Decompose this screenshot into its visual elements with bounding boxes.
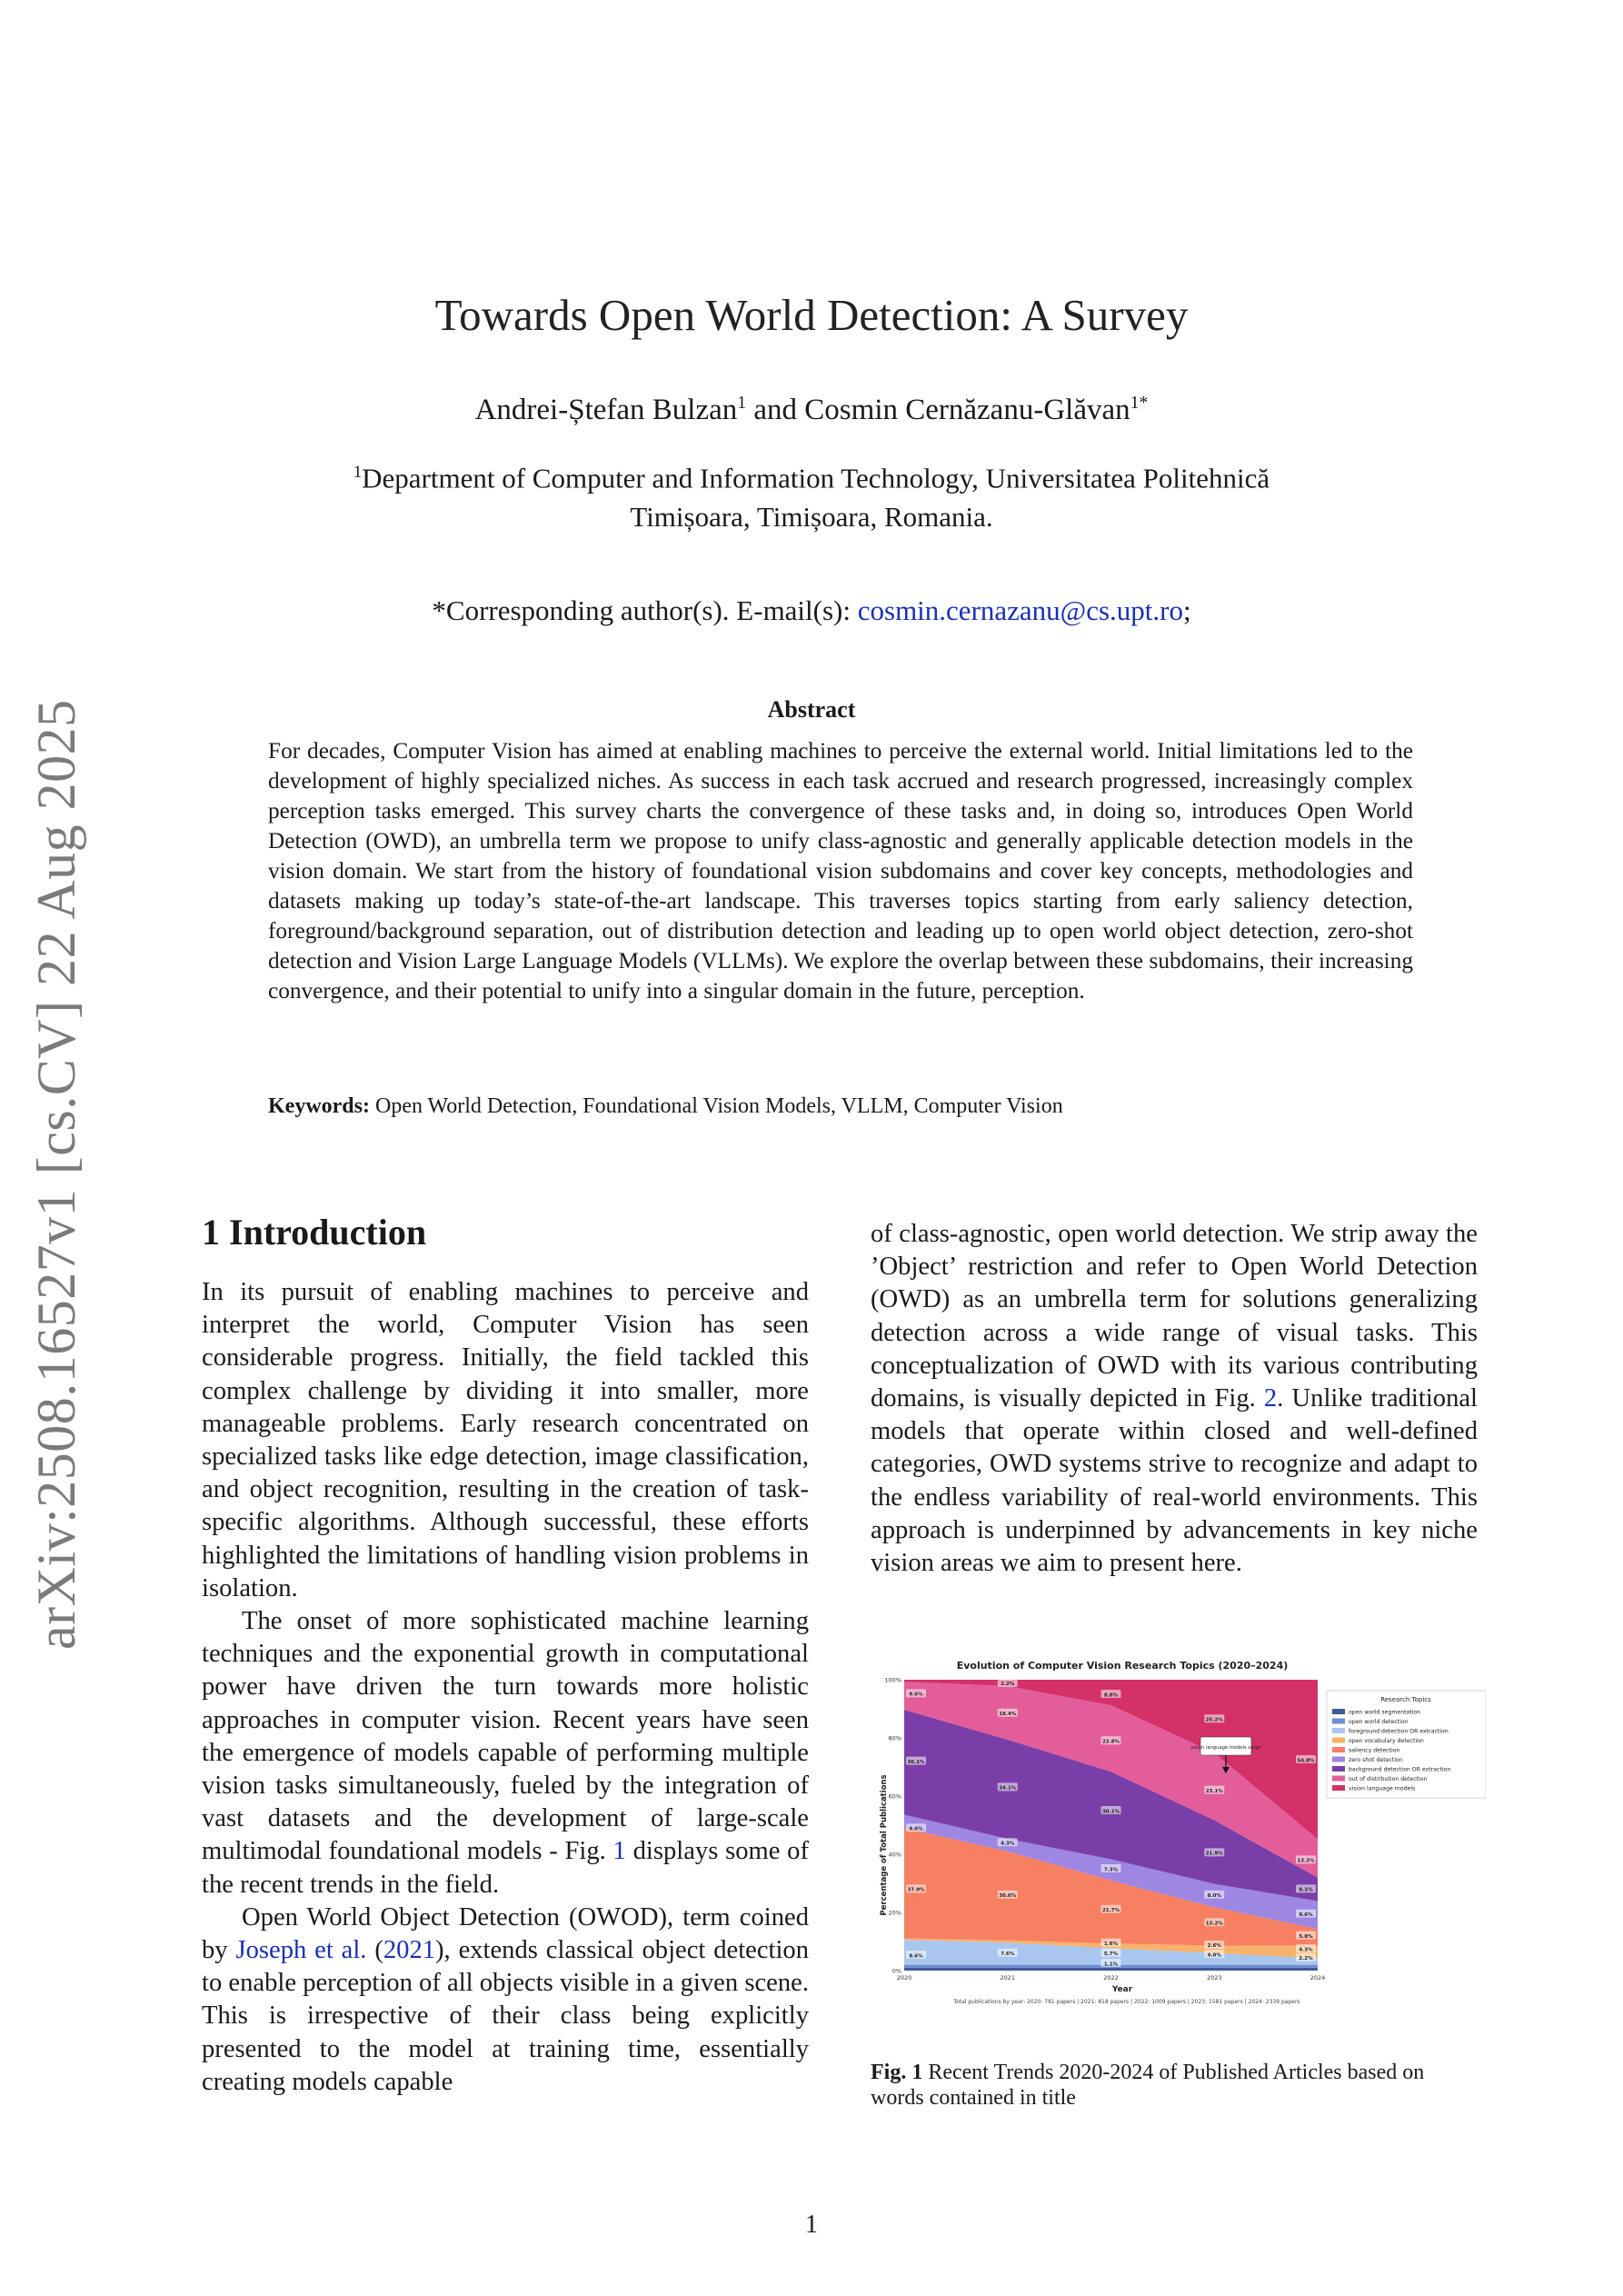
- keywords-label: Keywords:: [268, 1094, 370, 1118]
- legend-entry: vision language models: [1349, 1785, 1416, 1792]
- data-label: 9.6%: [909, 1692, 923, 1698]
- legend-swatch: [1332, 1719, 1345, 1724]
- x-tick-label: 2021: [1000, 1974, 1016, 1982]
- data-label: 4.6%: [909, 1826, 923, 1832]
- data-label: 9.6%: [1299, 1912, 1313, 1918]
- data-label: 13.2%: [1297, 1858, 1315, 1864]
- intro-paragraph-3-text: Open World Object Detection (OWOD), term coined by: [202, 1902, 809, 1965]
- author-2: Cosmin Cernăzanu-Glăvan: [804, 394, 1130, 426]
- data-label: 18.4%: [999, 1712, 1017, 1718]
- legend-swatch: [1332, 1776, 1345, 1782]
- legend-swatch: [1332, 1757, 1345, 1762]
- abstract-text: For decades, Computer Vision has aimed at enabling machines to perceive the external world. Initial limitations led to the development of highly specialized niches. As success in each task accrued and research progressed, increasingly complex perception tasks emerged. This survey charts the convergence of these tasks and, in doing so, introduces Open World Detection (OWD), an umbrella term we propose to unify class-agnostic and generally applicable detection models in the vision domain. We start from the history of foundational vision subdomains and cover key concepts, methodologies and datasets making up today’s state-of-the-art landscape. This traverses topics starting from early saliency detection, foreground/background separation, out of distribution detection and leading up to open world object detection, zero-shot detection and Vision Large Language Models (VLLMs). We explore the overlap between these subdomains, their increasing convergence, and their potential to unify into a singular domain in the future, perception.: [268, 738, 1413, 1003]
- data-label: 21.9%: [1205, 1851, 1223, 1857]
- data-label: 4.0%: [1207, 1952, 1221, 1959]
- data-label: 37.9%: [907, 1887, 925, 1893]
- data-label: 5.7%: [1103, 1952, 1119, 1958]
- intro-paragraph-2: [202, 1605, 809, 1902]
- paper-title: Towards Open World Detection: A Survey: [434, 290, 1189, 340]
- intro-paragraph-2-text: The onset of more sophisticated machine learning techniques and the exponential growth in computational power have driven the turn towards more holistic approaches in computer vision. Recent years have seen the emergence of models capable of performing multiple vision tasks simultaneously, fueled by the integration of vast datasets and the development of large-scale multimodal foundational models - Fig.: [202, 1607, 809, 1866]
- data-label: 30.1%: [1101, 1809, 1120, 1815]
- y-axis-label: Percentage of Total Publications: [880, 1774, 889, 1916]
- y-tick-label: 100%: [884, 1676, 901, 1684]
- email-link[interactable]: cosmin.cernazanu@cs.upt.ro: [857, 594, 1183, 626]
- legend-entry: foreground detection OR extraction: [1349, 1728, 1449, 1735]
- corresponding-suffix: ;: [1182, 594, 1191, 626]
- legend-entry: open world segmentation: [1349, 1709, 1421, 1716]
- data-label: 1.6%: [1103, 1941, 1119, 1947]
- figure-label: Fig. 1: [871, 2061, 923, 2084]
- intro-paragraph-1: In its pursuit of enabling machines to perceive and interpret the world, Computer Vision has seen considerable progress. Initially, the field tackled this complex challenge by dividing it into smaller, more manageable problems. Early research concentrated on specialized tasks like edge detection, image classification, and object recognition, resulting in the creation of task-specific algorithms. Although successful, these efforts highlighted the limitations of handling vision problems in isolation.: [202, 1278, 809, 1602]
- data-label: 30.6%: [999, 1893, 1017, 1900]
- data-label: 25.2%: [1205, 1717, 1223, 1723]
- abstract-heading: Abstract: [767, 696, 856, 723]
- arxiv-identifier: arXiv:2508.16527v1 [cs.CV] 22 Aug 2025: [26, 699, 86, 1650]
- legend-entry: background detection OR extraction: [1349, 1766, 1451, 1773]
- corresponding-prefix: *Corresponding author(s). E-mail(s):: [432, 594, 858, 626]
- legend-swatch: [1332, 1738, 1345, 1743]
- data-label: 2.6%: [1207, 1943, 1221, 1950]
- y-tick-label: 40%: [888, 1851, 901, 1859]
- figure-caption: [871, 2060, 1481, 2111]
- legend-swatch: [1332, 1785, 1345, 1791]
- intro-right-text: of class-agnostic, open world detection. We strip away the ’Object’ restriction and refer to Open World Detection (OWD) as an umbrella term for solutions generalizing detection across a wide range of visual tasks. This conceptualization of OWD with its various contributing domains, is visually depicted in Fig.: [871, 1220, 1478, 1413]
- data-label: 54.8%: [1297, 1758, 1315, 1764]
- keywords: [268, 1094, 1413, 1119]
- author-line: Andrei-Ștefan Bulzan$^1$ and Cosmin Cernăzanu-Glăvan$^{1*}$: [474, 393, 1149, 426]
- intro-paragraph-3: [202, 1902, 809, 2099]
- y-tick-label: 0%: [891, 1967, 901, 1975]
- area-open-world-segmentation: [904, 1968, 1318, 1971]
- page-number: 1: [805, 2211, 818, 2239]
- author-1: Andrei-Ștefan Bulzan: [474, 394, 738, 426]
- intro-paragraph-right: [871, 1218, 1478, 1580]
- x-tick-label: 2024: [1309, 1974, 1326, 1982]
- data-label: 1.1%: [1103, 1962, 1119, 1968]
- legend-swatch: [1332, 1747, 1345, 1752]
- intro-paragraph-3-text-end: ), extends classical object detection to enable perception of all objects visible in a given scene. This is irrespective of their class being explicitly presented to the model at training time, essentially creating models capable: [202, 1936, 810, 2096]
- corresponding-author: [0, 594, 1623, 627]
- legend-swatch: [1332, 1709, 1345, 1714]
- citation-open-paren: (: [366, 1936, 383, 1965]
- data-label: 13.2%: [1205, 1921, 1223, 1927]
- chart-footnote: Total publications by year: 2020: 781 papers | 2021: 818 papers | 2022: 1009 papers | 2023: 1581 papers | 2024: 2339 papers: [953, 1999, 1300, 2005]
- affiliation: [273, 453, 1350, 536]
- y-tick-label: 80%: [888, 1734, 901, 1742]
- legend-title: Research Topics: [1380, 1696, 1431, 1703]
- x-tick-label: 2022: [1103, 1974, 1119, 1982]
- section-heading: 1 Introduction: [202, 1212, 427, 1253]
- figure-2-ref-link[interactable]: 2: [1263, 1384, 1278, 1413]
- data-label: 34.1%: [999, 1785, 1017, 1792]
- data-label: 7.6%: [1001, 1952, 1015, 1958]
- affiliation-line-2: Timișoara, Timișoara, Romania.: [630, 501, 993, 534]
- citation-link-author[interactable]: Joseph et al.: [235, 1936, 367, 1965]
- chart-legend: [1327, 1691, 1486, 1798]
- data-label: 4.3%: [1299, 1947, 1313, 1953]
- x-axis-label: Year: [1111, 1985, 1133, 1994]
- data-label: 8.0%: [1207, 1893, 1221, 1900]
- annotation-text: vision language models surge: [1190, 1745, 1261, 1751]
- figure-1-chart: [868, 1643, 1486, 2016]
- affiliation-mark: 1: [353, 463, 363, 482]
- intro-right-text-end: . Unlike traditional models that operate within closed and well-defined categories, OWD systems strive to recognize and adapt to the endless variability of real-world environments. This approach is underpinned by advancements in key niche vision areas we aim to present here.: [871, 1384, 1478, 1578]
- legend-entry: open vocabulary detection: [1349, 1738, 1424, 1744]
- legend-entry: saliency detection: [1349, 1747, 1400, 1754]
- data-label: 4.3%: [1001, 1841, 1015, 1847]
- keywords-text: Open World Detection, Foundational Vision Models, VLLM, Computer Vision: [369, 1094, 1063, 1118]
- citation-link-year[interactable]: 2021: [383, 1936, 436, 1965]
- right-column: [871, 1218, 1478, 1580]
- affiliation-line-1: Department of Computer and Information Technology, Universitatea Politehnică: [362, 462, 1270, 494]
- data-label: 2.2%: [1299, 1955, 1313, 1962]
- legend-entry: out of distribution detection: [1349, 1776, 1428, 1782]
- data-label: 2.2%: [1001, 1682, 1015, 1688]
- data-label: 8.6%: [909, 1953, 923, 1960]
- intro-paragraph-2-text-end: displays some of the recent trends in the field.: [202, 1837, 810, 1899]
- legend-swatch: [1332, 1728, 1345, 1733]
- data-label: 21.7%: [1101, 1908, 1120, 1914]
- legend-entry: zero shot detection: [1349, 1757, 1403, 1763]
- legend-swatch: [1332, 1766, 1345, 1772]
- data-label: 22.8%: [1101, 1739, 1120, 1745]
- figure-caption-text: Recent Trends 2020-2024 of Published Articles based on words contained in title: [871, 2061, 1425, 2110]
- figure-1-ref-link[interactable]: 1: [612, 1837, 626, 1866]
- legend-entry: open world detection: [1349, 1719, 1409, 1725]
- data-label: 23.1%: [1205, 1788, 1223, 1794]
- data-label: 5.8%: [1299, 1933, 1313, 1940]
- left-column: [202, 1276, 809, 2099]
- data-label: 8.1%: [1299, 1887, 1313, 1893]
- author-1-affiliation-mark: 1: [737, 393, 747, 413]
- y-tick-label: 20%: [888, 1909, 901, 1917]
- chart-title: Evolution of Computer Vision Research Topics (2020–2024): [956, 1660, 1289, 1672]
- data-label: 7.3%: [1103, 1867, 1119, 1873]
- data-label: 36.1%: [907, 1759, 925, 1765]
- x-tick-label: 2020: [896, 1974, 912, 1982]
- x-tick-label: 2023: [1206, 1974, 1222, 1982]
- data-label: 8.8%: [1103, 1692, 1119, 1699]
- y-tick-label: 60%: [888, 1792, 901, 1801]
- author-2-affiliation-mark: 1*: [1130, 393, 1149, 413]
